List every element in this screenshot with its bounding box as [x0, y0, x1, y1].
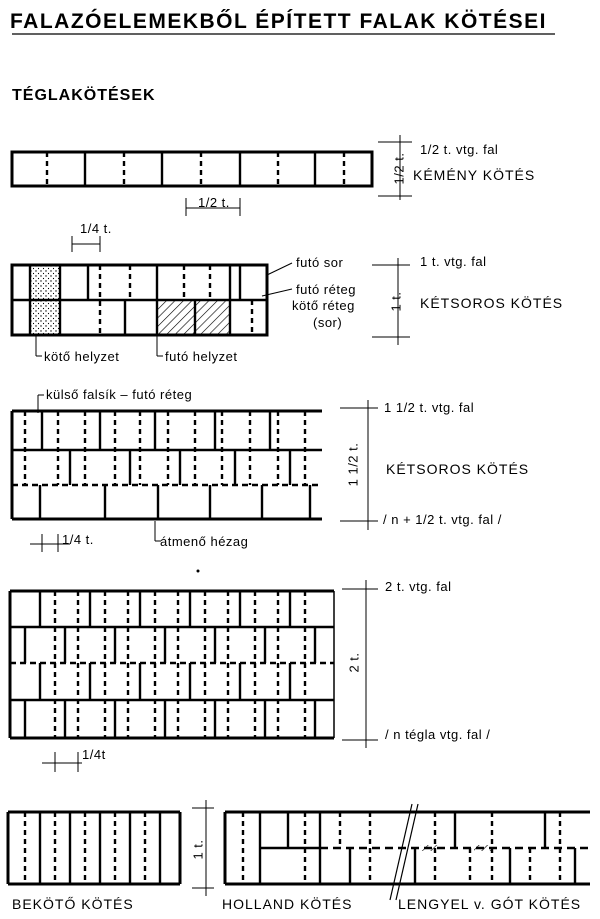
- bekoto-kotes-wall: [8, 812, 180, 884]
- label-half-brick-wall: 1/2 t. vtg. fal: [420, 142, 499, 157]
- dim-quarter-brick-3: 1/4t: [82, 747, 106, 762]
- speck: [197, 570, 200, 573]
- label-n-half-brick-wall: / n + 1/2 t. vtg. fal /: [383, 512, 502, 527]
- label-two-brick-wall: 2 t. vtg. fal: [385, 579, 452, 594]
- label-koto-reteg: kötő réteg: [292, 298, 355, 313]
- label-lengyel-got-kotes: LENGYEL v. GÓT KÖTÉS: [398, 896, 582, 912]
- dim-quarter-brick: 1/4 t.: [80, 221, 112, 236]
- holland-lengyel-wall: [225, 804, 590, 900]
- two-brick-annotations: [42, 580, 378, 772]
- dim-quarter-brick-2: 1/4 t.: [62, 532, 94, 547]
- dim-two-brick-vertical: 2 t.: [346, 652, 362, 673]
- label-one-brick-wall: 1 t. vtg. fal: [420, 254, 487, 269]
- label-n-brick-wall: / n tégla vtg. fal /: [385, 727, 491, 742]
- label-atmeno-hezag: átmenő hézag: [160, 534, 249, 549]
- label-holland-kotes: HOLLAND KÖTÉS: [222, 896, 353, 912]
- dim-one-brick-vertical-2: 1 t.: [190, 839, 206, 860]
- label-koto-helyzet: kötő helyzet: [44, 349, 120, 364]
- label-futo-sor: futó sor: [296, 255, 344, 270]
- ketsoros-1t-wall: [12, 265, 267, 335]
- ketsoros-1-5t-annotations: [30, 395, 378, 552]
- label-kulso-falsik: külső falsík – futó réteg: [46, 387, 193, 402]
- label-futo-reteg: futó réteg: [296, 282, 356, 297]
- dim-one-half-brick-vertical: 1 1/2 t.: [345, 442, 361, 487]
- label-ketsoros-kotes-2: KÉTSOROS KÖTÉS: [386, 461, 530, 477]
- kemeny-kotes-wall: [12, 152, 372, 186]
- futo-helyzet-brick: [157, 301, 230, 334]
- ketsoros-1-5t-wall: [12, 411, 322, 519]
- section-title-teglakotesek: TÉGLAKÖTÉSEK: [12, 87, 156, 104]
- dim-half-brick-vertical: 1/2 t.: [391, 152, 407, 185]
- label-kemeny-kotes: KÉMÉNY KÖTÉS: [413, 167, 536, 183]
- label-futo-helyzet: futó helyzet: [165, 349, 238, 364]
- page-title: FALAZÓELEMEKBŐL ÉPÍTETT FALAK KÖTÉSEI: [10, 10, 547, 33]
- label-sor: (sor): [313, 315, 343, 330]
- label-one-half-brick-wall: 1 1/2 t. vtg. fal: [384, 400, 475, 415]
- two-brick-wall: [10, 591, 334, 738]
- label-ketsoros-kotes-1: KÉTSOROS KÖTÉS: [420, 295, 564, 311]
- dim-half-brick-bottom: 1/2 t.: [198, 195, 230, 210]
- label-bekoto-kotes: BEKÖTŐ KÖTÉS: [12, 896, 134, 912]
- dim-one-brick-vertical: 1 t.: [388, 291, 404, 312]
